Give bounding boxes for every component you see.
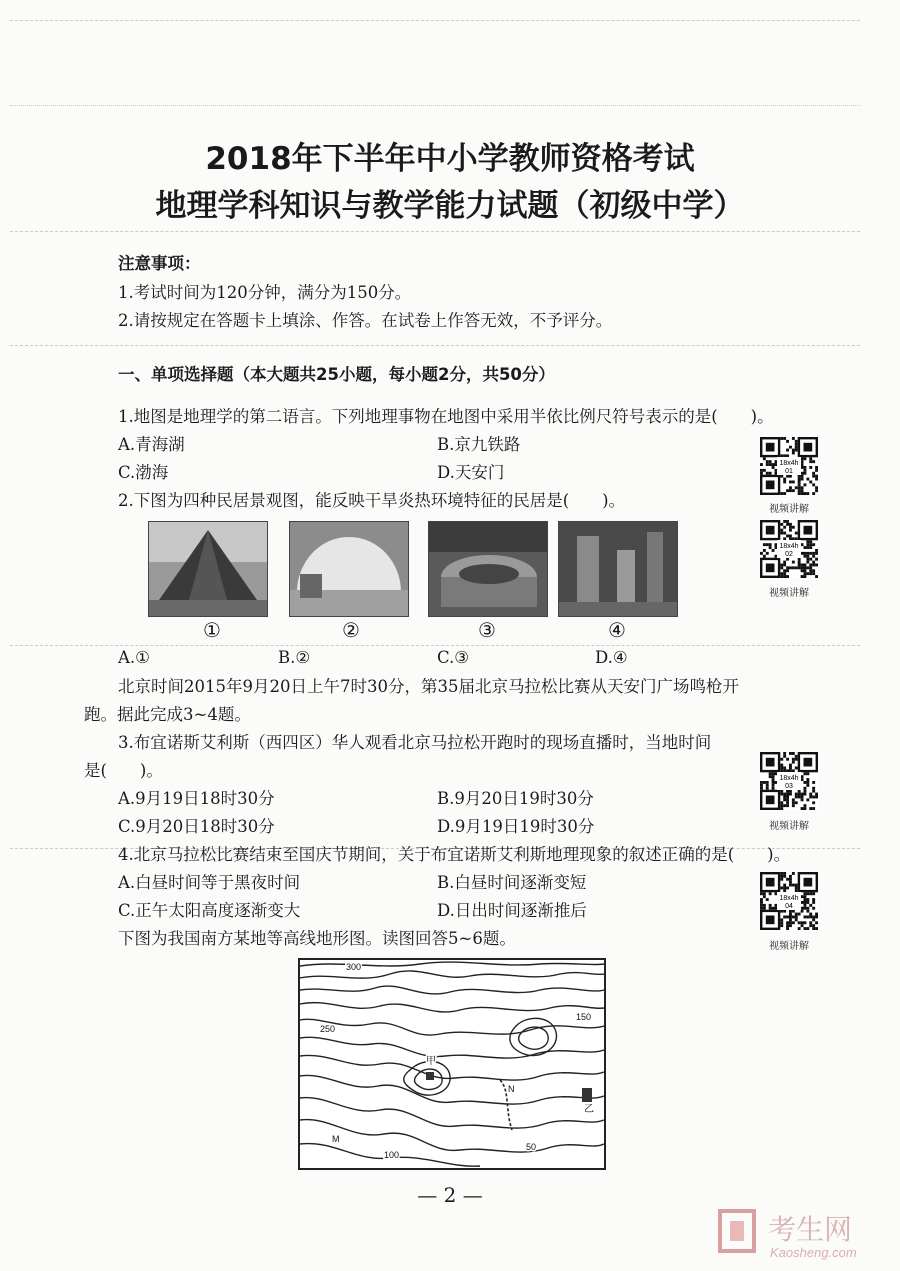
q2-option-b: B.② (278, 648, 311, 667)
page-number: — 2 — (417, 1183, 483, 1207)
qr-code-text: 18x4h (779, 895, 799, 902)
q3-option-b: B.9月20日19时30分 (437, 789, 594, 808)
q2-option-d: D.④ (595, 648, 628, 667)
qr-code-icon[interactable] (760, 437, 818, 495)
q3-option-d: D.9月19日19时30分 (437, 817, 595, 836)
contour-label-100: 100 (384, 1150, 400, 1160)
qr-code-text: 18x4h (779, 460, 799, 467)
scan-line (10, 20, 860, 21)
qr-code-text: 02 (785, 551, 793, 558)
question-1-stem: 1.地图是地理学的第二语言。下列地理事物在地图中采用半依比例尺符号表示的是( )。 (118, 407, 774, 426)
q4-option-b: B.白昼时间逐渐变短 (437, 873, 587, 892)
q4-option-a: A.白昼时间等于黑夜时间 (118, 873, 301, 892)
place-label-n: N (508, 1084, 515, 1094)
exam-title: 2018年下半年中小学教师资格考试 (205, 141, 695, 177)
qr-code-icon[interactable] (760, 520, 818, 578)
video-explain-link[interactable]: 视频讲解 (769, 588, 809, 599)
qr-code-text: 03 (785, 783, 793, 790)
video-explain-link[interactable]: 视频讲解 (769, 504, 809, 515)
question-4-stem: 4.北京马拉松比赛结束至国庆节期间，关于布宜诺斯艾利斯地理现象的叙述正确的是( )。 (118, 845, 791, 864)
brand-url: Kaosheng.com (770, 1245, 857, 1260)
exam-subtitle: 地理学科知识与教学能力试题（初级中学） (155, 188, 745, 224)
video-explain-link[interactable]: 视频讲解 (769, 941, 809, 952)
q2-option-a: A.① (118, 648, 150, 667)
place-label-yi: 乙 (584, 1104, 594, 1115)
q2-option-c: C.③ (437, 648, 470, 667)
contour-map (298, 958, 606, 1170)
qr-code-text: 18x4h (779, 543, 799, 550)
q1-option-b: B.京九铁路 (437, 435, 521, 454)
q3-option-a: A.9月19日18时30分 (118, 789, 275, 808)
contour-label-250: 250 (320, 1024, 336, 1034)
question-2-stem: 2.下图为四种民居景观图，能反映干旱炎热环境特征的民居是( )。 (118, 491, 626, 510)
question-3-stem: 3.布宜诺斯艾利斯（西四区）华人观看北京马拉松开跑时的现场直播时，当地时间 (118, 733, 712, 752)
contour-label-150: 150 (576, 1012, 592, 1022)
qr-code-text: 04 (785, 903, 793, 910)
qr-code-text: 18x4h (779, 775, 799, 782)
place-label-m: M (332, 1134, 340, 1144)
q4-option-c: C.正午太阳高度逐渐变大 (118, 901, 301, 920)
scan-line (10, 105, 860, 106)
house-photo-tulou (428, 521, 548, 617)
q3-option-c: C.9月20日18时30分 (118, 817, 275, 836)
q4-option-d: D.日出时间逐渐推后 (437, 901, 587, 920)
context-3-4: 北京时间2015年9月20日上午7时30分，第35届北京马拉松比赛从天安门广场鸣枪开 (118, 677, 739, 696)
qr-code-icon[interactable] (760, 752, 818, 810)
video-explain-link[interactable]: 视频讲解 (769, 821, 809, 832)
photo-label-4: ④ (608, 618, 626, 642)
notice-heading: 注意事项： (118, 254, 201, 273)
scan-line (10, 645, 860, 646)
photo-label-2: ② (342, 618, 360, 642)
qr-code-icon[interactable] (760, 872, 818, 930)
house-photo-igloo (289, 521, 409, 617)
brand-name: 考生网 (768, 1213, 853, 1246)
notice-item: 1.考试时间为120分钟，满分为150分。 (118, 283, 412, 302)
scan-line (10, 231, 860, 232)
photo-label-1: ① (203, 618, 221, 642)
question-3-stem-cont: 是( )。 (84, 761, 163, 780)
section-heading: 一、单项选择题（本大题共25小题，每小题2分，共50分） (118, 365, 555, 384)
context-3-4-cont: 跑。据此完成3~4题。 (84, 705, 251, 724)
house-photo-thatched (148, 521, 268, 617)
q1-option-c: C.渤海 (118, 463, 169, 482)
notice-item: 2.请按规定在答题卡上填涂、作答。在试卷上作答无效，不予评分。 (118, 311, 613, 330)
q1-option-a: A.青海湖 (118, 435, 185, 454)
brand-mark-icon (720, 1211, 754, 1251)
contour-label-300: 300 (346, 962, 362, 972)
place-label-jia: 甲 (426, 1056, 436, 1067)
photo-label-3: ③ (478, 618, 496, 642)
qr-code-text: 01 (785, 468, 793, 475)
brand-logo (716, 1203, 896, 1263)
q1-option-d: D.天安门 (437, 463, 505, 482)
context-5-6: 下图为我国南方某地等高线地形图。读图回答5~6题。 (118, 929, 516, 948)
contour-label-50: 50 (526, 1142, 537, 1152)
house-photo-stone-towers (558, 521, 678, 617)
scan-line (10, 345, 860, 346)
